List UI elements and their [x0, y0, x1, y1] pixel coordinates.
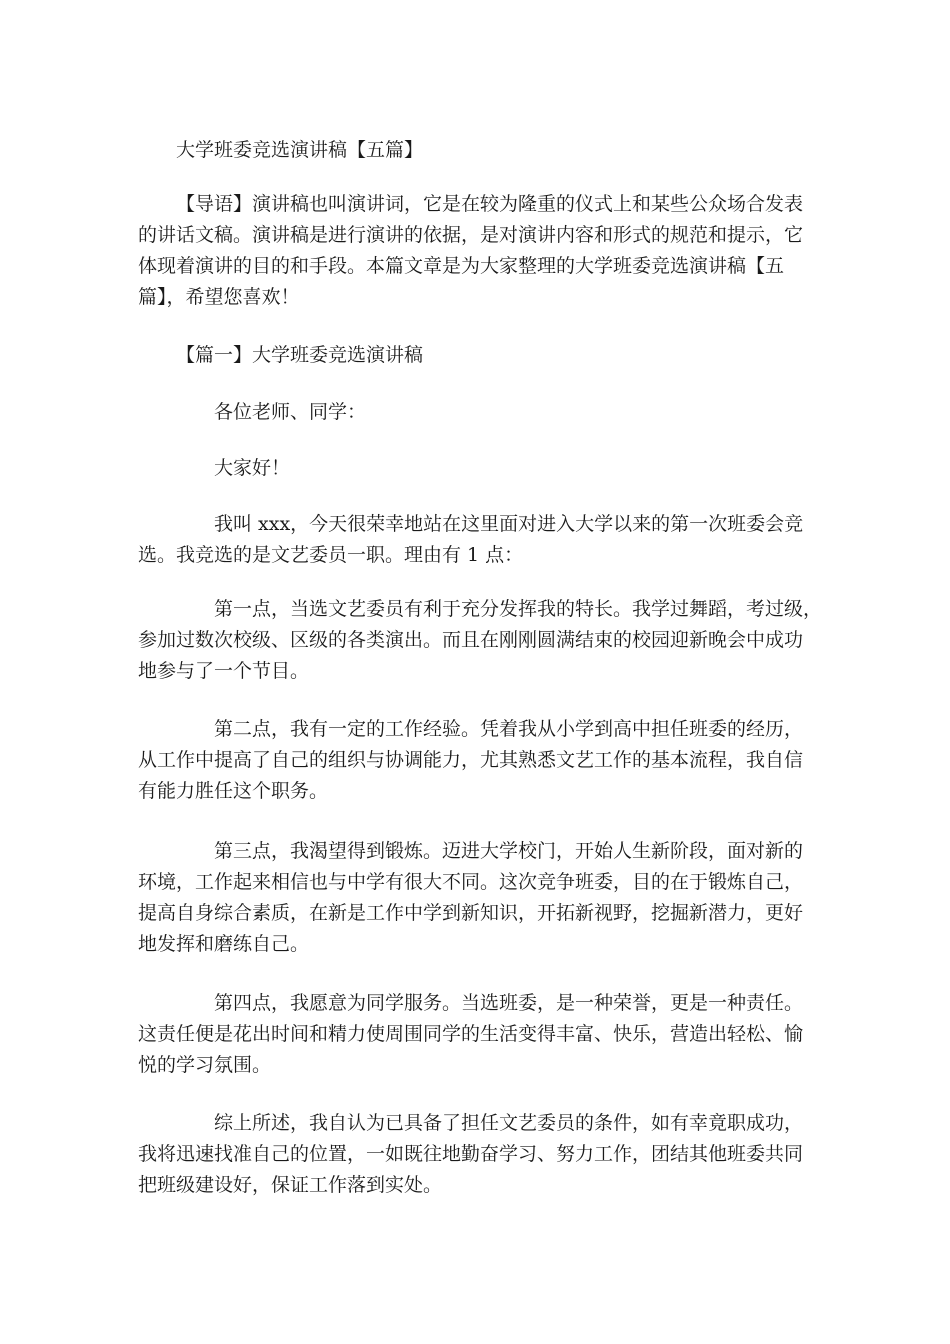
body-paragraph-4 [138, 836, 810, 960]
body-paragraph-2 [138, 594, 823, 687]
body-paragraph-1 [138, 509, 810, 571]
paragraph-line: 的讲话文稿。演讲稿是进行演讲的依据，是对演讲内容和形式的规范和提示，它 [138, 224, 804, 246]
paragraph-line: 这责任便是花出时间和精力使周围同学的生活变得丰富、快乐，营造出轻松、愉 [138, 1023, 804, 1045]
paragraph-line: 环境，工作起来相信也与中学有很大不同。这次竞争班委，目的在于锻炼自己， [138, 871, 804, 893]
paragraph-line: 【导语】演讲稿也叫演讲词，它是在较为隆重的仪式上和某些公众场合发表 [176, 193, 804, 215]
paragraph-line: 提高自身综合素质，在新是工作中学到新知识，开拓新视野，挖掘新潜力，更好 [138, 902, 804, 924]
paragraph-line: 地参与了一个节目。 [138, 660, 310, 682]
intro-paragraph [138, 189, 810, 313]
paragraph-line: 综上所述，我自认为已具备了担任文艺委员的条件，如有幸竟职成功， [214, 1112, 804, 1134]
document-title [138, 135, 810, 166]
salutation [138, 397, 810, 428]
paragraph-line: 体现着演讲的目的和手段。本篇文章是为大家整理的大学班委竞选演讲稿【五 [138, 255, 785, 277]
body-paragraph-6 [138, 1108, 810, 1201]
paragraph-line: 有能力胜任这个职务。 [138, 780, 329, 802]
greeting [138, 453, 810, 484]
paragraph-line: 大家好！ [214, 457, 291, 479]
paragraph-line: 参加过数次校级、区级的各类演出。而且在刚刚圆满结束的校园迎新晚会中成功 [138, 629, 804, 651]
paragraph-line: 各位老师、同学： [214, 401, 367, 423]
title-line: 大学班委竞选演讲稿【五篇】 [176, 139, 424, 161]
paragraph-line: 篇】，希望您喜欢！ [138, 286, 300, 308]
paragraph-line: 从工作中提高了自己的组织与协调能力，尤其熟悉文艺工作的基本流程，我自信 [138, 749, 804, 771]
paragraph-line: 第一点，当选文艺委员有利于充分发挥我的特长。我学过舞蹈，考过级， [214, 598, 823, 620]
paragraph-line: 地发挥和磨练自己。 [138, 933, 310, 955]
heading-line: 【篇一】大学班委竞选演讲稿 [176, 344, 424, 366]
section-heading [138, 340, 810, 371]
paragraph-line: 我叫 xxx，今天很荣幸地站在这里面对进入大学以来的第一次班委会竞 [214, 513, 804, 535]
body-paragraph-3 [138, 714, 810, 807]
paragraph-line: 第二点，我有一定的工作经验。凭着我从小学到高中担任班委的经历， [214, 718, 804, 740]
paragraph-line: 把班级建设好，保证工作落到实处。 [138, 1174, 443, 1196]
paragraph-line: 第四点，我愿意为同学服务。当选班委，是一种荣誉，更是一种责任。 [214, 992, 804, 1014]
body-paragraph-5 [138, 988, 810, 1081]
paragraph-line: 我将迅速找准自己的位置，一如既往地勤奋学习、努力工作，团结其他班委共同 [138, 1143, 804, 1165]
paragraph-line: 选。我竞选的是文艺委员一职。理由有 1 点： [138, 544, 524, 566]
paragraph-line: 悦的学习氛围。 [138, 1054, 272, 1076]
paragraph-line: 第三点，我渴望得到锻炼。迈进大学校门，开始人生新阶段，面对新的 [214, 840, 804, 862]
